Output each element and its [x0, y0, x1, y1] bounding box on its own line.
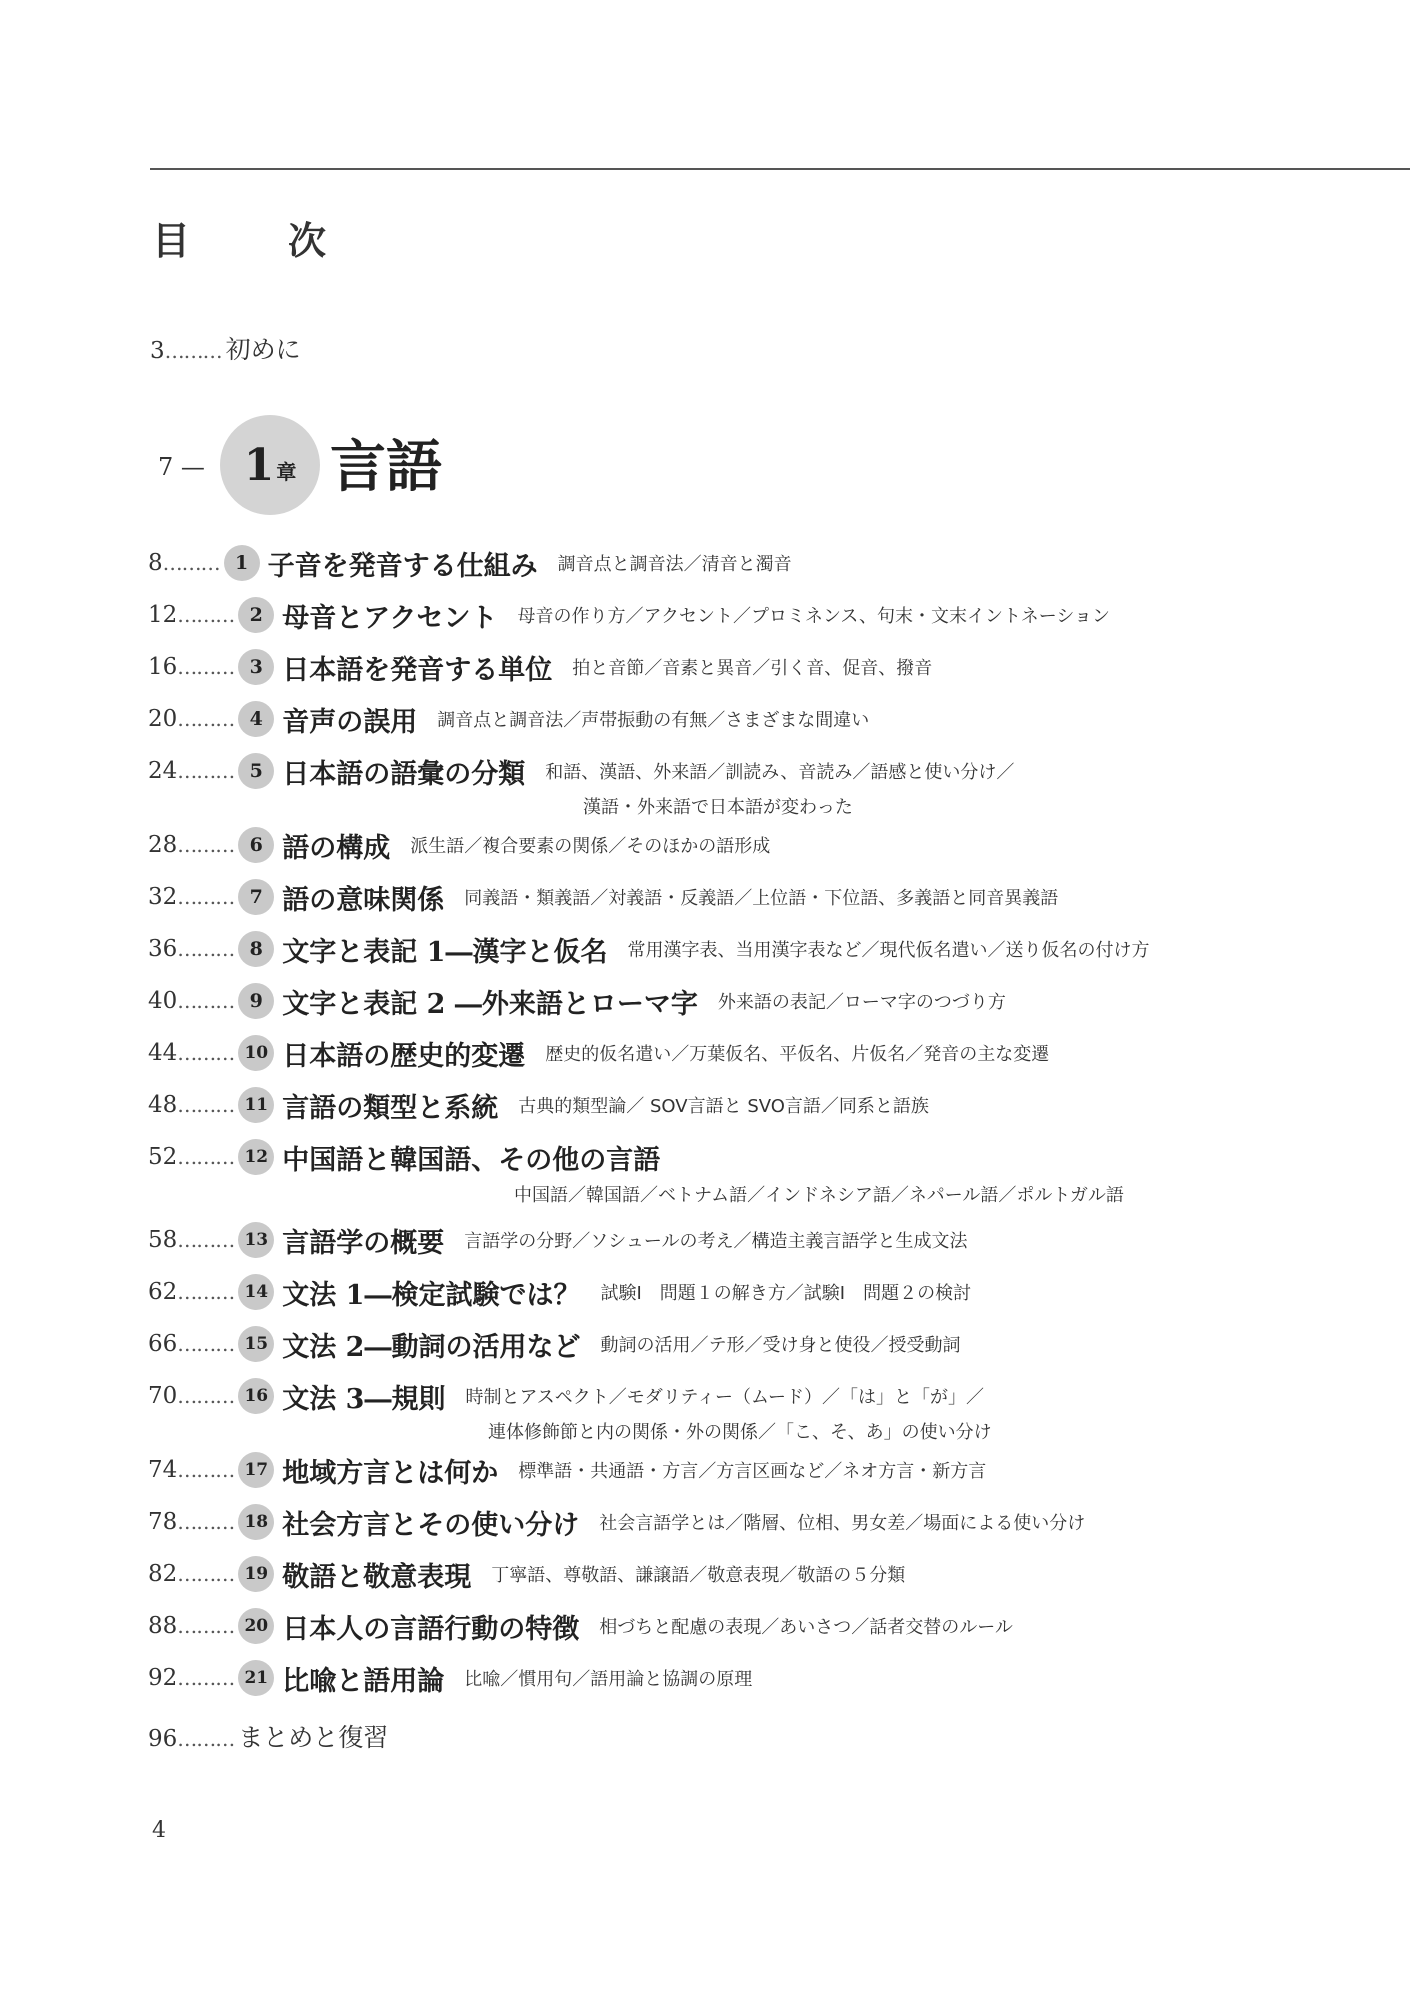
entry-leader: ……… — [177, 1145, 235, 1169]
entry-subtopics: 動詞の活用／テ形／受け身と使役／授受動詞 — [600, 1335, 961, 1356]
entry-page: 20 — [148, 706, 178, 732]
entry-number-badge: 7 — [238, 879, 274, 915]
entry-page: 58 — [148, 1227, 178, 1253]
entry-subtopics: 古典的類型論／ SOV言語と SVO言語／同系と語族 — [518, 1096, 929, 1117]
summary-label: まとめと復習 — [238, 1723, 389, 1752]
toc-entry[interactable] — [148, 1220, 968, 1260]
entry-title: 言語学の概要 — [282, 1227, 445, 1259]
entry-leader: ……… — [177, 885, 235, 909]
entry-leader: ……… — [177, 759, 235, 783]
entry-subtopics: 母音の作り方／アクセント／プロミネンス、句末・文末イントネーション — [517, 606, 1111, 627]
entry-page: 62 — [148, 1279, 178, 1305]
intro-leader: ……… — [164, 339, 222, 363]
entry-page: 32 — [148, 884, 178, 910]
entry-number-badge: 9 — [238, 983, 274, 1019]
entry-number-badge: 1 — [224, 545, 260, 581]
toc-entry[interactable] — [148, 1272, 971, 1312]
entry-subtopics: 調音点と調音法／清音と濁音 — [557, 554, 792, 575]
toc-entry[interactable] — [148, 647, 932, 687]
entry-page: 52 — [148, 1144, 178, 1170]
chapter-title: 言語 — [330, 434, 442, 500]
toc-entry[interactable] — [148, 751, 1014, 791]
toc-entry[interactable] — [148, 1137, 680, 1177]
entry-title: 母音とアクセント — [282, 602, 498, 634]
entry-page: 92 — [148, 1665, 178, 1691]
entry-page: 28 — [148, 832, 178, 858]
entry-page: 16 — [148, 654, 178, 680]
entry-subtopics: 言語学の分野／ソシュールの考え／構造主義言語学と生成文法 — [464, 1231, 968, 1252]
intro-label: 初めに — [225, 335, 301, 364]
entry-number-badge: 21 — [238, 1660, 274, 1696]
entry-leader: ……… — [177, 1614, 235, 1638]
page-number: 4 — [152, 1818, 166, 1843]
entry-leader: ……… — [177, 603, 235, 627]
toc-entry[interactable] — [148, 699, 869, 739]
entry-page: 12 — [148, 602, 178, 628]
toc-entry[interactable] — [148, 825, 770, 865]
toc-entry[interactable] — [148, 595, 1110, 635]
entry-page: 70 — [148, 1383, 178, 1409]
entry-leader: ……… — [177, 1666, 235, 1690]
entry-leader: ……… — [177, 1228, 235, 1252]
entry-subtopics: 比喩／慣用句／語用論と協調の原理 — [464, 1669, 753, 1690]
entry-page: 44 — [148, 1040, 178, 1066]
entry-number-badge: 8 — [238, 931, 274, 967]
entry-subtopics-continued: 中国語／韓国語／ベトナム語／インドネシア語／ネパール語／ポルトガル語 — [514, 1185, 1124, 1206]
entry-title: 敬語と敬意表現 — [282, 1561, 472, 1593]
summary-leader: ……… — [177, 1727, 235, 1751]
entry-page: 82 — [148, 1561, 178, 1587]
entry-subtopics: 丁寧語、尊敬語、謙譲語／敬意表現／敬語の５分類 — [491, 1565, 906, 1586]
entry-title: 子音を発音する仕組み — [267, 550, 538, 582]
chapter-page: 7 — — [158, 453, 205, 481]
entry-page: 48 — [148, 1092, 178, 1118]
entry-title: 地域方言とは何か — [282, 1457, 499, 1489]
entry-title: 日本語の歴史的変遷 — [282, 1040, 526, 1072]
toc-entry[interactable] — [148, 1324, 960, 1364]
entry-leader: ……… — [177, 655, 235, 679]
entry-number-badge: 4 — [238, 701, 274, 737]
toc-entry[interactable] — [148, 1085, 929, 1125]
entry-leader: ……… — [177, 1510, 235, 1534]
entry-number-badge: 16 — [238, 1378, 274, 1414]
entry-subtopics: 試験Ⅰ 問題１の解き方／試験Ⅰ 問題２の検討 — [600, 1283, 972, 1304]
entry-page: 74 — [148, 1457, 178, 1483]
entry-leader: ……… — [177, 937, 235, 961]
entry-number-badge: 17 — [238, 1452, 274, 1488]
entry-subtopics: 常用漢字表、当用漢字表など／現代仮名遣い／送り仮名の付け方 — [627, 940, 1150, 961]
toc-entry[interactable] — [148, 1658, 752, 1698]
entry-subtopics: 調音点と調音法／声帯振動の有無／さまざまな間違い — [437, 710, 870, 731]
toc-entry[interactable] — [148, 1606, 1013, 1646]
toc-intro-row[interactable] — [150, 330, 301, 366]
entry-leader: ……… — [177, 707, 235, 731]
entry-page: 36 — [148, 936, 178, 962]
entry-leader: ……… — [177, 989, 235, 1013]
entry-number-badge: 20 — [238, 1608, 274, 1644]
entry-title: 文法 1―検定試験では？ — [282, 1279, 581, 1311]
chapter-number: 1 — [243, 439, 275, 491]
entry-title: 語の意味関係 — [282, 884, 445, 916]
entry-title: 文字と表記 1―漢字と仮名 — [282, 936, 608, 968]
entry-number-badge: 11 — [238, 1087, 274, 1123]
entry-number-badge: 19 — [238, 1556, 274, 1592]
entry-page: 88 — [148, 1613, 178, 1639]
entry-number-badge: 3 — [238, 649, 274, 685]
toc-entry[interactable] — [148, 1502, 1085, 1542]
entry-leader: ……… — [162, 551, 220, 575]
entry-title: 文字と表記 2 ―外来語とローマ字 — [282, 988, 698, 1020]
entry-subtopics: 拍と音節／音素と異音／引く音、促音、撥音 — [572, 658, 933, 679]
toc-entry[interactable] — [148, 1554, 905, 1594]
chapter-unit: 章 — [276, 459, 297, 484]
entry-number-badge: 13 — [238, 1222, 274, 1258]
entry-leader: ……… — [177, 833, 235, 857]
entry-title: 日本語を発音する単位 — [282, 654, 553, 686]
entry-title: 日本語の語彙の分類 — [282, 758, 526, 790]
entry-subtopics: 派生語／複合要素の関係／そのほかの語形成 — [410, 836, 771, 857]
entry-page: 24 — [148, 758, 178, 784]
top-rule — [150, 168, 1410, 170]
entry-leader: ……… — [177, 1562, 235, 1586]
toc-entry[interactable] — [148, 1033, 1049, 1073]
chapter-number-badge — [220, 415, 320, 515]
toc-entry[interactable] — [148, 1450, 986, 1490]
entry-page: 66 — [148, 1331, 178, 1357]
entry-page: 40 — [148, 988, 178, 1014]
entry-title: 比喩と語用論 — [282, 1665, 445, 1697]
summary-page: 96 — [148, 1726, 178, 1752]
entry-page: 8 — [148, 550, 163, 576]
entry-leader: ……… — [177, 1280, 235, 1304]
entry-leader: ……… — [177, 1332, 235, 1356]
entry-number-badge: 15 — [238, 1326, 274, 1362]
entry-subtopics-continued: 連体修飾節と内の関係・外の関係／「こ、そ、あ」の使い分け — [488, 1422, 992, 1443]
entry-subtopics-continued: 漢語・外来語で日本語が変わった — [583, 797, 853, 818]
page-title: 目 次 — [152, 218, 357, 263]
entry-subtopics: 社会言語学とは／階層、位相、男女差／場面による使い分け — [599, 1513, 1086, 1534]
entry-number-badge: 5 — [238, 753, 274, 789]
entry-subtopics: 時制とアスペクト／モダリティー（ムード）／「は」と「が」／ — [465, 1387, 985, 1408]
entry-subtopics: 相づちと配慮の表現／あいさつ／話者交替のルール — [599, 1617, 1013, 1638]
toc-entry[interactable] — [148, 1376, 984, 1416]
entry-leader: ……… — [177, 1384, 235, 1408]
entry-title: 中国語と韓国語、その他の言語 — [282, 1144, 661, 1176]
entry-number-badge: 12 — [238, 1139, 274, 1175]
toc-entry[interactable] — [148, 877, 1058, 917]
entry-leader: ……… — [177, 1458, 235, 1482]
entry-leader: ……… — [177, 1041, 235, 1065]
intro-page: 3 — [150, 338, 165, 364]
entry-number-badge: 6 — [238, 827, 274, 863]
entry-number-badge: 18 — [238, 1504, 274, 1540]
toc-entry[interactable] — [148, 981, 1006, 1021]
entry-subtopics: 外来語の表記／ローマ字のつづり方 — [717, 992, 1006, 1013]
toc-entry[interactable] — [148, 543, 792, 583]
entry-subtopics: 歴史的仮名遣い／万葉仮名、平仮名、片仮名／発音の主な変遷 — [545, 1044, 1050, 1065]
entry-number-badge: 14 — [238, 1274, 274, 1310]
entry-number-badge: 10 — [238, 1035, 274, 1071]
toc-entry[interactable] — [148, 929, 1149, 969]
entry-title: 語の構成 — [282, 832, 391, 864]
entry-leader: ……… — [177, 1093, 235, 1117]
entry-subtopics: 標準語・共通語・方言／方言区画など／ネオ方言・新方言 — [518, 1461, 987, 1482]
entry-title: 社会方言とその使い分け — [282, 1509, 580, 1541]
entry-title: 音声の誤用 — [282, 706, 418, 738]
entry-number-badge: 2 — [238, 597, 274, 633]
entry-title: 言語の類型と系統 — [282, 1092, 499, 1124]
entry-page: 78 — [148, 1509, 178, 1535]
entry-subtopics: 同義語・類義語／対義語・反義語／上位語・下位語、多義語と同音異義語 — [464, 888, 1059, 909]
entry-subtopics: 和語、漢語、外来語／訓読み、音読み／語感と使い分け／ — [545, 762, 1015, 783]
entry-title: 文法 2―動詞の活用など — [282, 1331, 581, 1363]
entry-title: 文法 3―規則 — [282, 1383, 446, 1415]
toc-summary-row[interactable] — [148, 1718, 388, 1754]
entry-title: 日本人の言語行動の特徴 — [282, 1613, 580, 1645]
